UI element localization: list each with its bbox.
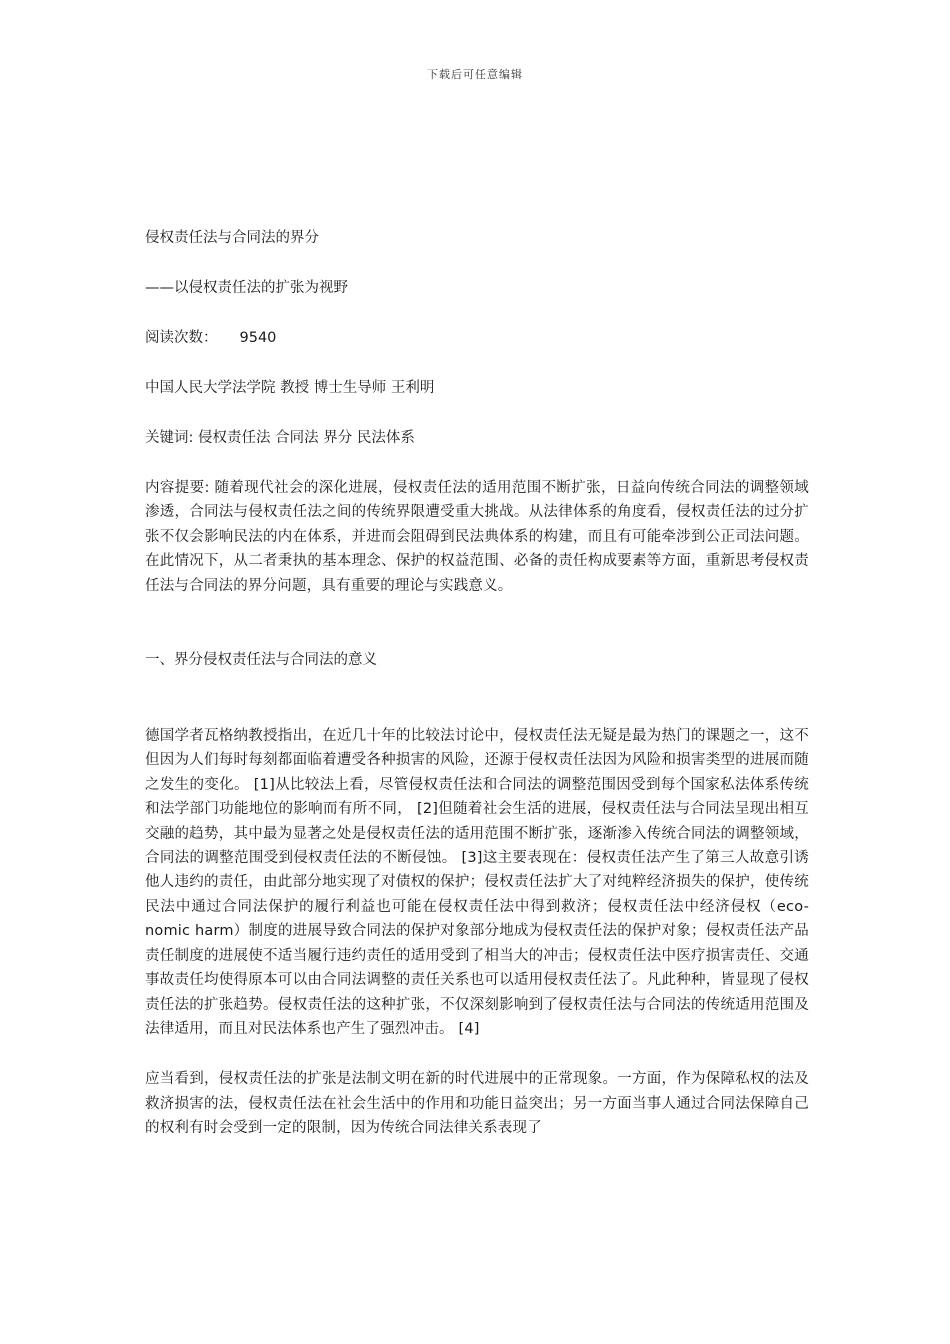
read-count-label: 阅读次数： bbox=[145, 330, 218, 346]
document-body bbox=[145, 226, 809, 1167]
body-paragraph-1: 德国学者瓦格纳教授指出，在近几十年的比较法讨论中，侵权责任法无疑是最为热门的课题之一，这不但因为人们每时每刻都面临着遭受各种损害的风险，还源于侵权责任法因为风险和损害类型的进展而随之发生的变化。 [1]从比较法上看，尽管侵权责任法和合同法的调整范围因受到每个国家私法体系传统和法学部门功能地位的影响而有所不同， [2]但随着社会生活的进展，侵权责任法与合同法呈现出相互交融的趋势，其中最为显著之处是侵权责任法的适用范围不断扩张，逐渐渗入传统合同法的调整领域，合同法的调整范围受到侵权责任法的不断侵蚀。 [3]这主要表现在：侵权责任法产生了第三人故意引诱他人违约的责任，由此部分地实现了对债权的保护；侵权责任法扩大了对纯粹经济损失的保护，使传统民法中通过合同法保护的履行利益也可能在侵权责任法中得到救济；侵权责任法中经济侵权（eco-nomic harm）制度的进展导致合同法的保护对象部分地成为侵权责任法的保护对象；侵权责任法产品责任制度的进展使不适当履行违约责任的适用受到了相当大的冲击；侵权责任法中医疗损害责任、交通事故责任均使得原本可以由合同法调整的责任关系也可以适用侵权责任法了。凡此种种，皆显现了侵权责任法的扩张趋势。侵权责任法的这种扩张，不仅深刻影响到了侵权责任法与合同法的传统适用范围及法律适用，而且对民法体系也产生了强烈冲击。 [4] bbox=[145, 728, 809, 1037]
abstract-paragraph: 内容提要: 随着现代社会的深化进展，侵权责任法的适用范围不断扩张，日益向传统合同法的调整领域渗透，合同法与侵权责任法之间的传统界限遭受重大挑战。从法律体系的角度看，侵权责任法的过分扩张不仅会影响民法的内在体系，并进而会阻碍到民法典体系的构建，而且有可能牵涉到公正司法问题。在此情况下，从二者秉执的基本理念、保护的权益范围、必备的责任构成要素等方面，重新思考侵权责任法与合同法的界分问题，具有重要的理论与实践意义。 bbox=[145, 480, 809, 594]
body-paragraph-2: 应当看到，侵权责任法的扩张是法制文明在新的时代进展中的正常现象。一方面，作为保障私权的法及救济损害的法，侵权责任法在社会生活中的作用和功能日益突出；另一方面当事人通过合同法保障自己的权利有时会受到一定的限制，因为传统合同法律关系表现了 bbox=[145, 1071, 809, 1137]
section-heading: 一、界分侵权责任法与合同法的意义 bbox=[145, 652, 377, 669]
read-count-value: 9540 bbox=[239, 330, 277, 346]
header-note: 下载后可任意编辑 bbox=[427, 68, 523, 81]
article-title: 侵权责任法与合同法的界分 bbox=[145, 230, 319, 246]
keywords-line: 关键词: 侵权责任法 合同法 界分 民法体系 bbox=[145, 430, 415, 446]
read-count-line bbox=[145, 326, 809, 350]
article-subtitle: ——以侵权责任法的扩张为视野 bbox=[145, 280, 348, 296]
author-line: 中国人民大学法学院 教授 博士生导师 王利明 bbox=[145, 380, 435, 396]
